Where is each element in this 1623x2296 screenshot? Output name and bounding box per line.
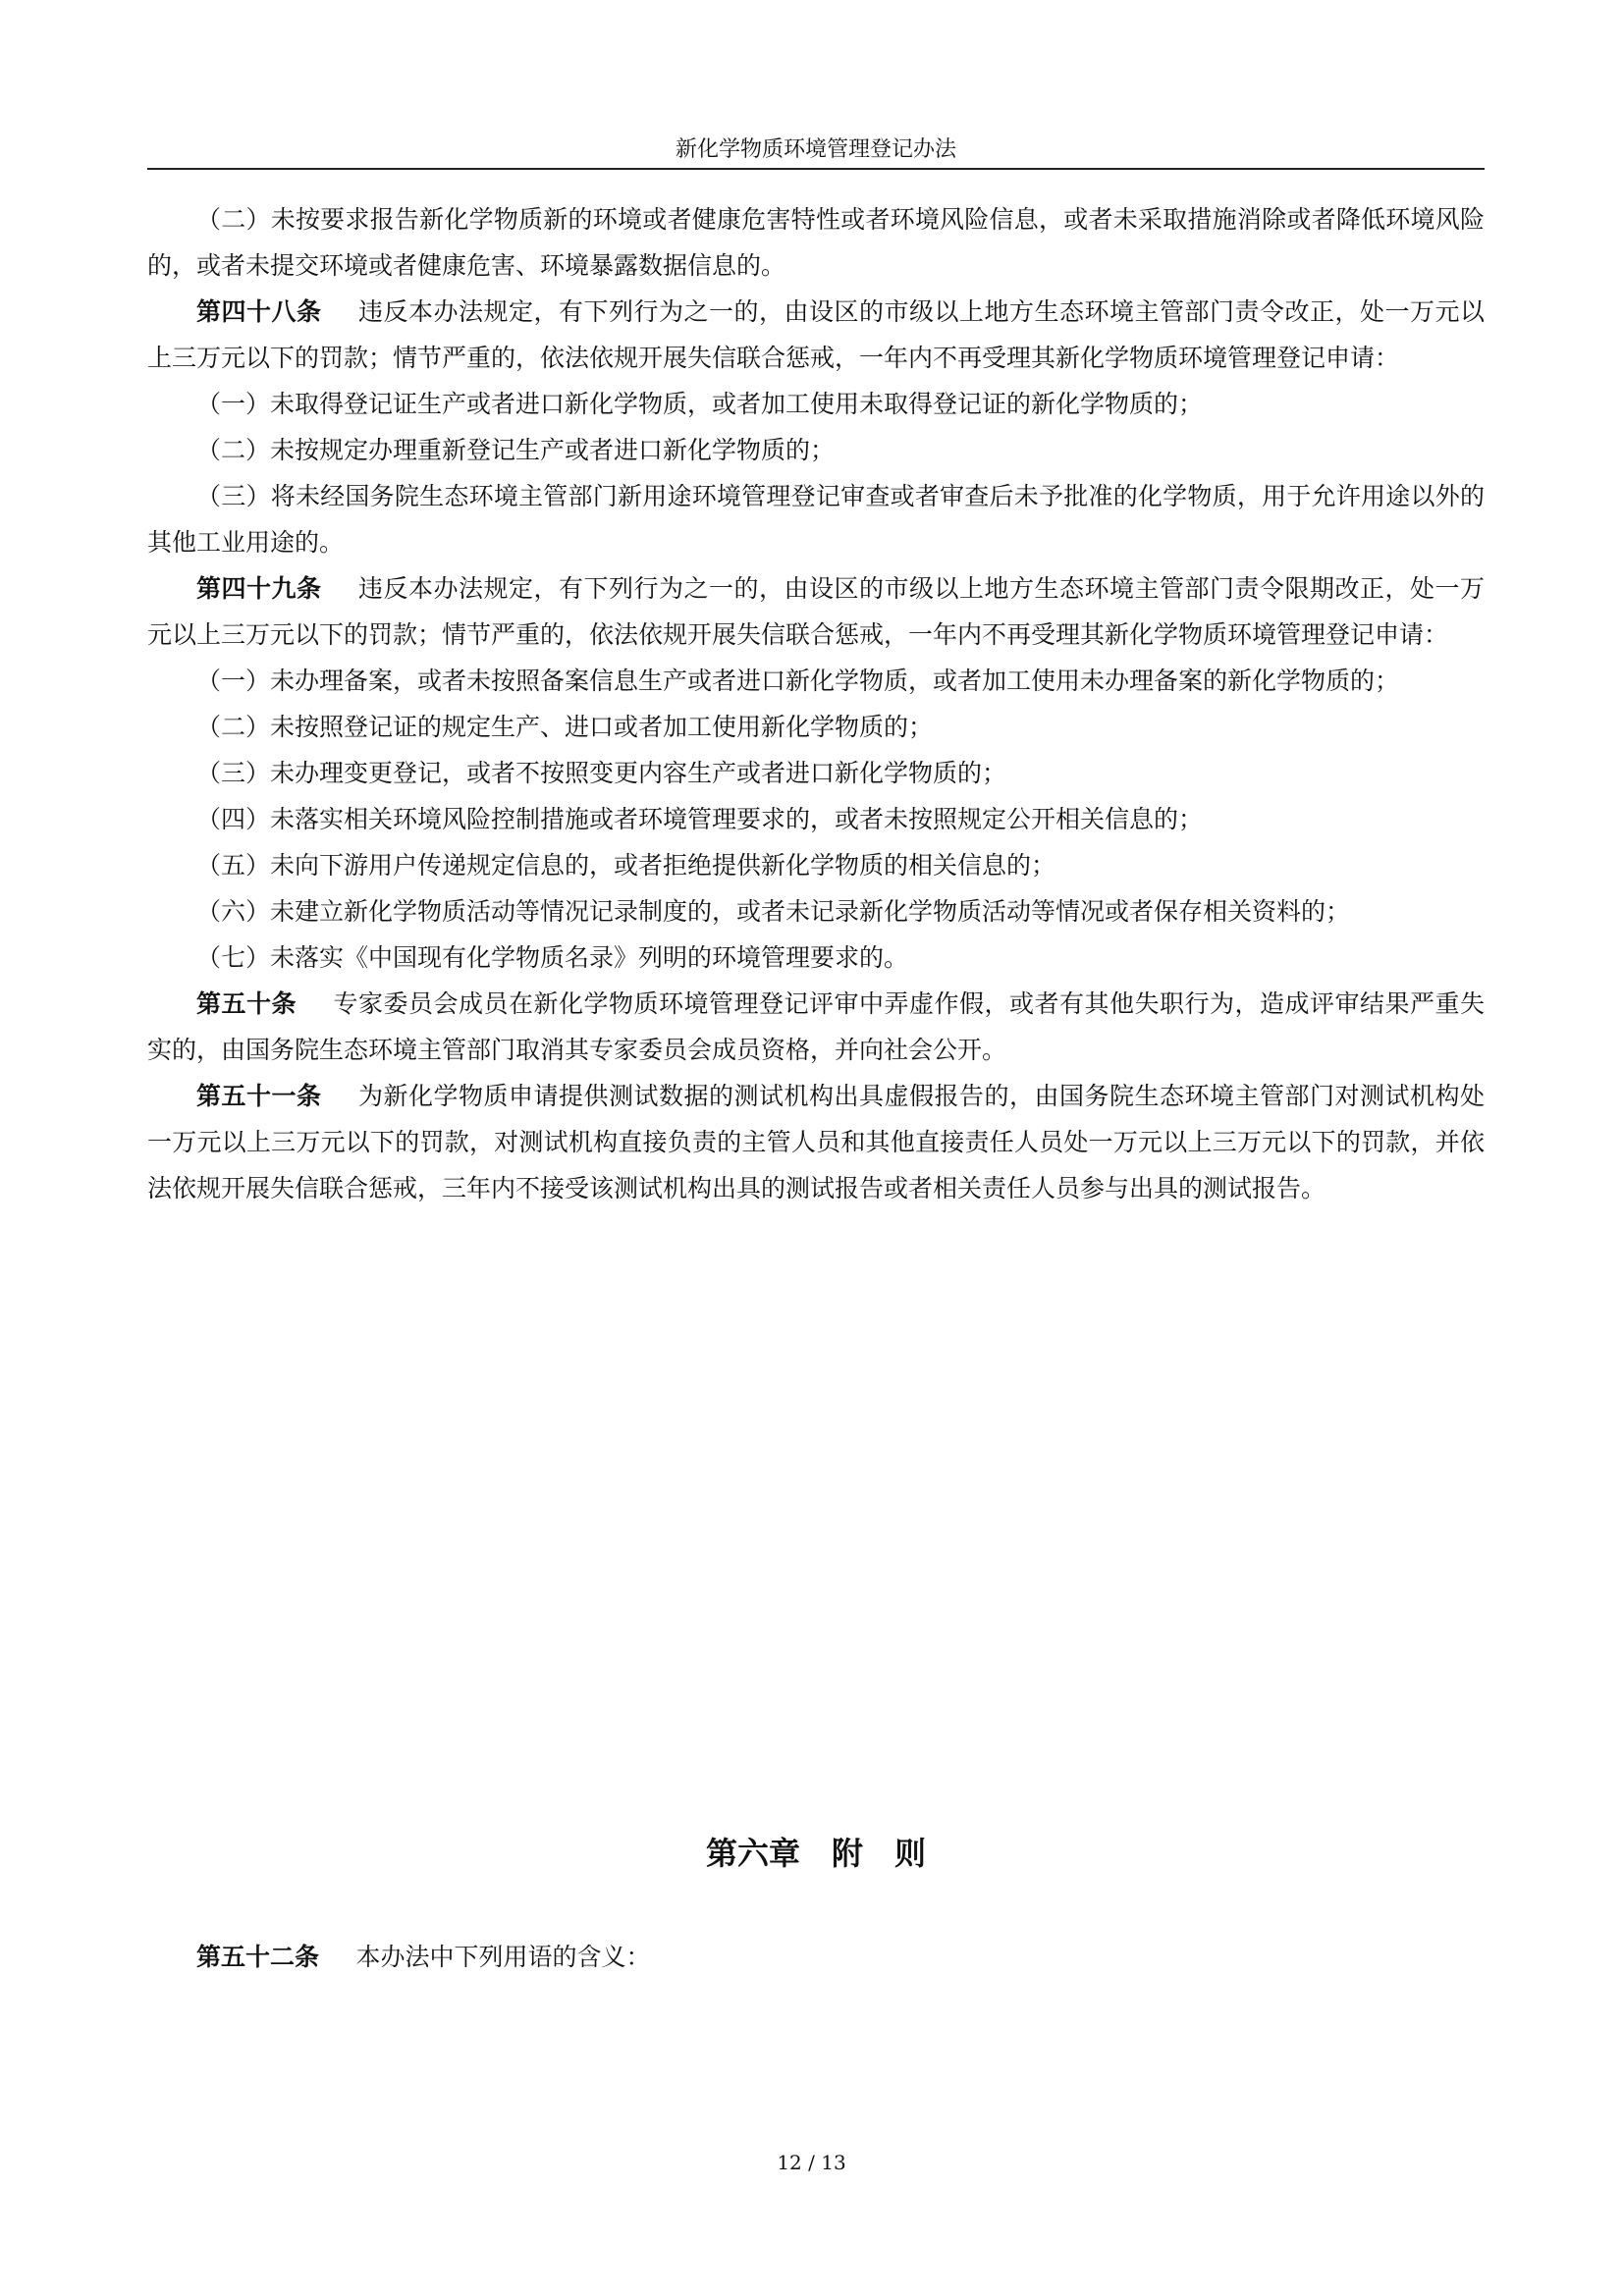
paragraph-item-1: （一）未取得登记证生产或者进口新化学物质，或者加工使用未取得登记证的新化学物质的；	[196, 390, 1204, 418]
document-body	[147, 196, 1485, 1211]
paragraph-item-6: （六）未建立新化学物质活动等情况记录制度的，或者未记录新化学物质活动等情况或者保存相关资料的；	[196, 897, 1351, 926]
paragraph-item-4: （四）未落实相关环境风险控制措施或者环境管理要求的，或者未按照规定公开相关信息的；	[196, 805, 1204, 833]
article-number: 第五十条	[196, 989, 297, 1018]
page-number: 12 / 13	[777, 2151, 846, 2174]
article-number: 第四十八条	[196, 297, 322, 326]
article-number: 第五十一条	[196, 1082, 322, 1110]
paragraph-item-3: （三）未办理变更登记，或者不按照变更内容生产或者进口新化学物质的；	[196, 759, 1007, 787]
paragraph-item-1: （一）未办理备案，或者未按照备案信息生产或者进口新化学物质，或者加工使用未办理备案的新化学物质的；	[196, 667, 1400, 695]
chapter-title: 第六章 附 则	[705, 1835, 926, 1872]
article-49: 第四十九条 违反本办法规定，有下列行为之一的，由设区的市级以上地方生态环境主管部门责令限期改正，处一万元以上三万元以下的罚款；情节严重的，依法依规开展失信联合惩戒，一年内不再受理其新化学物质环境管理登记申请：	[147, 574, 1485, 649]
article-50: 第五十条 专家委员会成员在新化学物质环境管理登记评审中弄虚作假，或者有其他失职行为，造成评审结果严重失实的，由国务院生态环境主管部门取消其专家委员会成员资格，并向社会公开。	[147, 989, 1485, 1064]
paragraph-item-2: （二）未按规定办理重新登记生产或者进口新化学物质的；	[196, 436, 836, 464]
article-number: 第四十九条	[196, 574, 322, 603]
paragraph-item-3: （三）将未经国务院生态环境主管部门新用途环境管理登记审查或者审查后未予批准的化学物质，用于允许用途以外的其他工业用途的。	[147, 482, 1485, 557]
article-48: 第四十八条 违反本办法规定，有下列行为之一的，由设区的市级以上地方生态环境主管部门责令改正，处一万元以上三万元以下的罚款；情节严重的，依法依规开展失信联合惩戒，一年内不再受理其新化学物质环境管理登记申请：	[147, 297, 1485, 372]
paragraph-item-7: （七）未落实《中国现有化学物质名录》列明的环境管理要求的。	[196, 943, 909, 972]
paragraph-item-2: （二）未按照登记证的规定生产、进口或者加工使用新化学物质的；	[196, 713, 934, 741]
page-header-title: 新化学物质环境管理登记办法	[147, 133, 1485, 170]
article-number: 第五十二条	[196, 1943, 320, 1971]
paragraph-item-2: （二）未按要求报告新化学物质新的环境或者健康危害特性或者环境风险信息，或者未采取措施消除或者降低环境风险的，或者未提交环境或者健康危害、环境暴露数据信息的。	[147, 205, 1485, 280]
article-51: 第五十一条 为新化学物质申请提供测试数据的测试机构出具虚假报告的，由国务院生态环境主管部门对测试机构处一万元以上三万元以下的罚款，对测试机构直接负责的主管人员和其他直接责任人员处一万元以上三万元以下的罚款，并依法依规开展失信联合惩戒，三年内不接受该测试机构出具的测试报告或者相关责任人员参与出具的测试报告。	[147, 1082, 1485, 1202]
article-52: 第五十二条 本办法中下列用语的含义：	[196, 1943, 651, 1971]
paragraph-item-5: （五）未向下游用户传递规定信息的，或者拒绝提供新化学物质的相关信息的；	[196, 851, 1056, 880]
